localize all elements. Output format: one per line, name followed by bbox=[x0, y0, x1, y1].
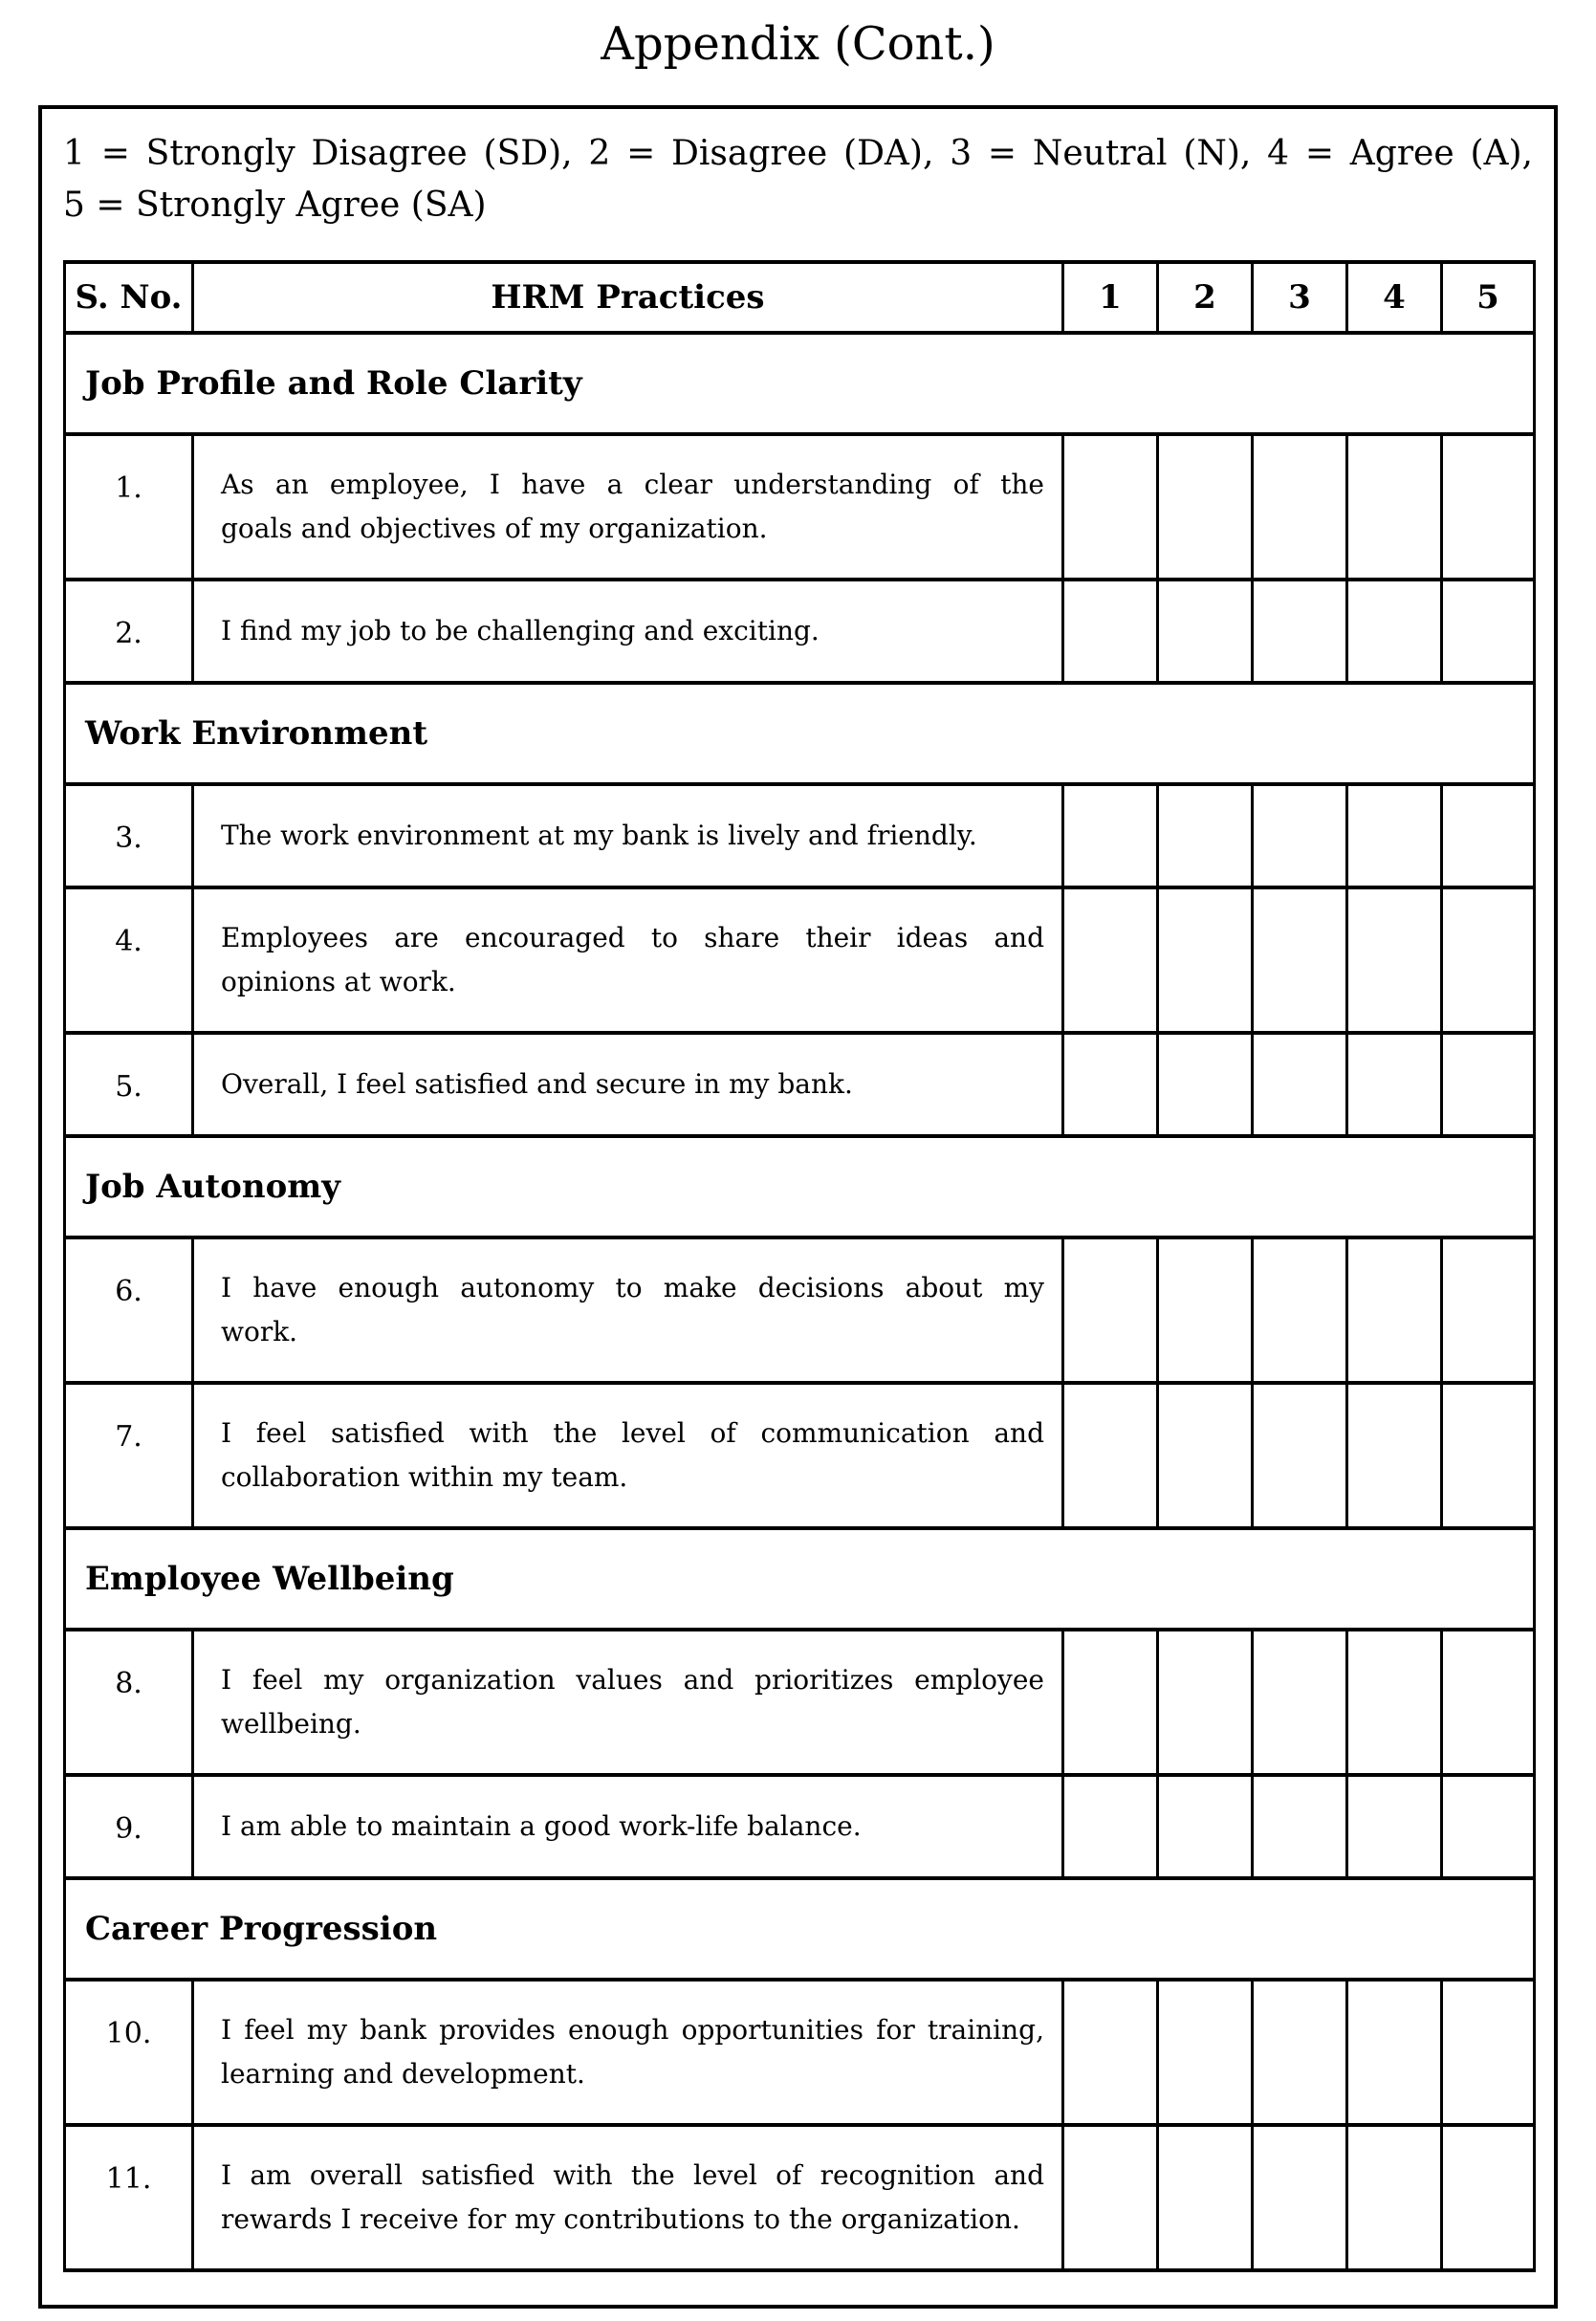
item-statement bbox=[193, 1775, 1063, 1878]
table-row bbox=[65, 887, 1535, 1033]
item-statement bbox=[193, 887, 1063, 1033]
item-number: 3. bbox=[65, 784, 193, 887]
statement-line: As an employee, I have a clear understanding of the bbox=[221, 469, 1044, 501]
item-number: 9. bbox=[65, 1775, 193, 1878]
section-title: Job Profile and Role Clarity bbox=[65, 333, 1535, 434]
header-rating-4: 4 bbox=[1347, 262, 1442, 333]
header-practice: HRM Practices bbox=[193, 262, 1063, 333]
item-statement bbox=[193, 1383, 1063, 1528]
item-number: 1. bbox=[65, 434, 193, 580]
rating-cell-3[interactable] bbox=[1253, 1383, 1347, 1528]
rating-cell-5[interactable] bbox=[1442, 1033, 1535, 1136]
statement-line: Employees are encouraged to share their ideas and bbox=[221, 922, 1044, 954]
item-number: 8. bbox=[65, 1630, 193, 1775]
statement-line: I am overall satisfied with the level of recognition and bbox=[221, 2159, 1044, 2192]
section-row bbox=[65, 333, 1535, 434]
table-header-row bbox=[65, 262, 1535, 333]
rating-cell-3[interactable] bbox=[1253, 1033, 1347, 1136]
header-sno: S. No. bbox=[65, 262, 193, 333]
table-row bbox=[65, 1237, 1535, 1383]
rating-cell-3[interactable] bbox=[1253, 887, 1347, 1033]
item-number: 4. bbox=[65, 887, 193, 1033]
rating-cell-4[interactable] bbox=[1347, 1237, 1442, 1383]
rating-cell-2[interactable] bbox=[1158, 580, 1253, 683]
rating-cell-1[interactable] bbox=[1063, 784, 1158, 887]
rating-cell-3[interactable] bbox=[1253, 580, 1347, 683]
rating-cell-2[interactable] bbox=[1158, 1237, 1253, 1383]
page-title: Appendix (Cont.) bbox=[601, 17, 995, 71]
item-statement bbox=[193, 580, 1063, 683]
table-row bbox=[65, 434, 1535, 580]
table-row bbox=[65, 1980, 1535, 2125]
table-row bbox=[65, 580, 1535, 683]
rating-cell-5[interactable] bbox=[1442, 1775, 1535, 1878]
header-rating-1: 1 bbox=[1063, 262, 1158, 333]
legend-line-2: 5 = Strongly Agree (SA) bbox=[63, 186, 487, 225]
section-title: Work Environment bbox=[65, 683, 1535, 784]
rating-cell-4[interactable] bbox=[1347, 784, 1442, 887]
statement-line: opinions at work. bbox=[221, 966, 456, 997]
rating-cell-1[interactable] bbox=[1063, 1630, 1158, 1775]
rating-scale-legend bbox=[63, 128, 1533, 231]
section-row bbox=[65, 1528, 1535, 1630]
header-rating-2: 2 bbox=[1158, 262, 1253, 333]
section-row bbox=[65, 1136, 1535, 1237]
header-rating-3: 3 bbox=[1253, 262, 1347, 333]
rating-cell-1[interactable] bbox=[1063, 1033, 1158, 1136]
rating-cell-5[interactable] bbox=[1442, 1237, 1535, 1383]
rating-cell-3[interactable] bbox=[1253, 1237, 1347, 1383]
item-statement bbox=[193, 1237, 1063, 1383]
rating-cell-3[interactable] bbox=[1253, 784, 1347, 887]
rating-cell-4[interactable] bbox=[1347, 580, 1442, 683]
statement-line: The work environment at my bank is lively and friendly. bbox=[221, 820, 977, 852]
rating-cell-5[interactable] bbox=[1442, 784, 1535, 887]
rating-cell-2[interactable] bbox=[1158, 1383, 1253, 1528]
item-statement bbox=[193, 1033, 1063, 1136]
header-rating-5: 5 bbox=[1442, 262, 1535, 333]
section-row bbox=[65, 1878, 1535, 1980]
statement-line: goals and objectives of my organization. bbox=[221, 513, 768, 544]
content-box bbox=[38, 105, 1558, 2309]
rating-cell-4[interactable] bbox=[1347, 887, 1442, 1033]
item-number: 2. bbox=[65, 580, 193, 683]
rating-cell-5[interactable] bbox=[1442, 1383, 1535, 1528]
statement-line: I feel my organization values and prioritizes employee bbox=[221, 1664, 1044, 1697]
table-row bbox=[65, 1033, 1535, 1136]
rating-cell-1[interactable] bbox=[1063, 434, 1158, 580]
rating-cell-5[interactable] bbox=[1442, 2125, 1535, 2270]
rating-cell-5[interactable] bbox=[1442, 580, 1535, 683]
rating-cell-5[interactable] bbox=[1442, 1980, 1535, 2125]
section-title: Employee Wellbeing bbox=[65, 1528, 1535, 1630]
rating-cell-4[interactable] bbox=[1347, 1980, 1442, 2125]
statement-line: work. bbox=[221, 1316, 298, 1347]
rating-cell-2[interactable] bbox=[1158, 887, 1253, 1033]
hrm-practices-table bbox=[63, 260, 1536, 2272]
statement-line: I find my job to be challenging and exciting. bbox=[221, 615, 820, 647]
rating-cell-4[interactable] bbox=[1347, 1383, 1442, 1528]
table-row bbox=[65, 1383, 1535, 1528]
rating-cell-1[interactable] bbox=[1063, 1237, 1158, 1383]
rating-cell-5[interactable] bbox=[1442, 434, 1535, 580]
statement-line: I am able to maintain a good work-life balance. bbox=[221, 1810, 862, 1843]
legend-line-1: 1 = Strongly Disagree (SD), 2 = Disagree (DA), 3 = Neutral (N), 4 = Agree (A), bbox=[63, 134, 1533, 173]
section-title: Career Progression bbox=[65, 1878, 1535, 1980]
statement-line: wellbeing. bbox=[221, 1708, 361, 1740]
rating-cell-2[interactable] bbox=[1158, 1033, 1253, 1136]
table-row bbox=[65, 2125, 1535, 2270]
rating-cell-3[interactable] bbox=[1253, 1630, 1347, 1775]
rating-cell-3[interactable] bbox=[1253, 1775, 1347, 1878]
item-number: 10. bbox=[65, 1980, 193, 2125]
item-statement bbox=[193, 2125, 1063, 2270]
item-number: 6. bbox=[65, 1237, 193, 1383]
item-statement bbox=[193, 1980, 1063, 2125]
rating-cell-2[interactable] bbox=[1158, 2125, 1253, 2270]
section-row bbox=[65, 683, 1535, 784]
item-statement bbox=[193, 434, 1063, 580]
item-statement bbox=[193, 784, 1063, 887]
statement-line: I feel my bank provides enough opportunities for training, bbox=[221, 2014, 1044, 2047]
rating-cell-1[interactable] bbox=[1063, 1775, 1158, 1878]
rating-cell-1[interactable] bbox=[1063, 887, 1158, 1033]
statement-line: collaboration within my team. bbox=[221, 1461, 628, 1493]
rating-cell-1[interactable] bbox=[1063, 1980, 1158, 2125]
statement-line: rewards I receive for my contributions to the organization. bbox=[221, 2203, 1020, 2235]
section-title: Job Autonomy bbox=[65, 1136, 1535, 1237]
rating-cell-2[interactable] bbox=[1158, 1775, 1253, 1878]
rating-cell-4[interactable] bbox=[1347, 1775, 1442, 1878]
table-row bbox=[65, 1630, 1535, 1775]
rating-cell-1[interactable] bbox=[1063, 2125, 1158, 2270]
rating-cell-4[interactable] bbox=[1347, 434, 1442, 580]
rating-cell-1[interactable] bbox=[1063, 580, 1158, 683]
rating-cell-2[interactable] bbox=[1158, 1980, 1253, 2125]
statement-line: learning and development. bbox=[221, 2058, 585, 2090]
item-statement bbox=[193, 1630, 1063, 1775]
rating-cell-2[interactable] bbox=[1158, 434, 1253, 580]
rating-cell-3[interactable] bbox=[1253, 2125, 1347, 2270]
rating-cell-2[interactable] bbox=[1158, 784, 1253, 887]
rating-cell-3[interactable] bbox=[1253, 1980, 1347, 2125]
table-row bbox=[65, 1775, 1535, 1878]
rating-cell-5[interactable] bbox=[1442, 887, 1535, 1033]
rating-cell-4[interactable] bbox=[1347, 1033, 1442, 1136]
table-row bbox=[65, 784, 1535, 887]
statement-line: I feel satisfied with the level of communication and bbox=[221, 1417, 1044, 1450]
item-number: 7. bbox=[65, 1383, 193, 1528]
rating-cell-3[interactable] bbox=[1253, 434, 1347, 580]
statement-line: I have enough autonomy to make decisions about my bbox=[221, 1272, 1044, 1304]
rating-cell-4[interactable] bbox=[1347, 2125, 1442, 2270]
rating-cell-1[interactable] bbox=[1063, 1383, 1158, 1528]
item-number: 5. bbox=[65, 1033, 193, 1136]
item-number: 11. bbox=[65, 2125, 193, 2270]
rating-cell-5[interactable] bbox=[1442, 1630, 1535, 1775]
rating-cell-2[interactable] bbox=[1158, 1630, 1253, 1775]
rating-cell-4[interactable] bbox=[1347, 1630, 1442, 1775]
statement-line: Overall, I feel satisfied and secure in my bank. bbox=[221, 1068, 853, 1101]
